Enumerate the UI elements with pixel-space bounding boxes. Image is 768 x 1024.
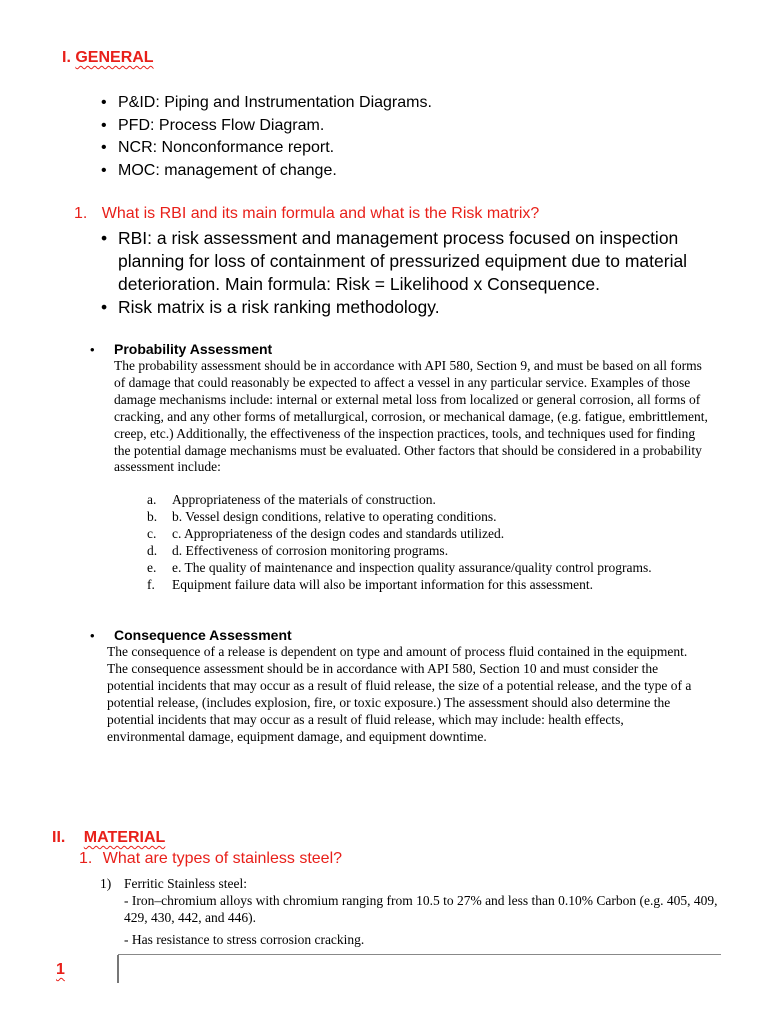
list-item: a. Appropriateness of the materials of construction. <box>147 492 436 507</box>
consequence-title: Consequence Assessment <box>114 627 292 643</box>
question-number: 1. <box>79 850 93 867</box>
question-stainless <box>79 850 342 868</box>
section-number: I. <box>62 49 71 66</box>
list-item: e. e. The quality of maintenance and inspection quality assurance/quality control programs. <box>147 559 652 575</box>
question-text: What is RBI and its main formula and what is the Risk matrix? <box>101 205 540 222</box>
question-text: What are types of stainless steel? <box>102 850 343 867</box>
question-rbi <box>74 205 714 223</box>
section-heading-general <box>62 49 154 67</box>
bullet-icon: • <box>90 342 95 357</box>
list-item: • PFD: Process Flow Diagram. <box>101 116 325 134</box>
stainless-type-marker: 1) <box>100 876 112 891</box>
question-number: 1. <box>74 205 88 222</box>
stainless-type-title: Ferritic Stainless steel: <box>124 876 247 891</box>
section-title: GENERAL <box>75 49 154 66</box>
list-item: b. b. Vessel design conditions, relative to operating conditions. <box>147 508 497 524</box>
stainless-type-line: - Iron–chromium alloys with chromium ranging from 10.5 to 27% and less than 0.10% Carbon (e.g. 405, 409, 429, 430, 442, and 446). <box>124 893 718 925</box>
probability-title: Probability Assessment <box>114 341 273 357</box>
section-number: II. <box>52 829 66 846</box>
page-number: 1 <box>56 961 65 978</box>
footer-divider <box>117 955 119 983</box>
list-item: d. d. Effectiveness of corrosion monitoring programs. <box>147 542 449 558</box>
abbreviation-list <box>101 92 678 182</box>
list-item: • Risk matrix is a risk ranking methodology. <box>101 297 440 317</box>
list-item: f. Equipment failure data will also be important information for this assessment. <box>147 576 594 592</box>
list-item: • RBI: a risk assessment and management process focused on inspection planning for loss of containment of pressurized equipment due to material deterioration. Main formula: Risk = Likelihood x Consequence. <box>101 228 688 294</box>
footer-rule <box>118 954 721 955</box>
rbi-answer-list <box>101 227 718 319</box>
consequence-body: The consequence of a release is dependent on type and amount of process fluid contained in the equipment. The consequence assessment should be in accordance with API 580, Section 10 and must consider the potential incidents that may occur as a result of fluid release, the size of a potential release, and the type of a potential release, (includes explosion, fire, or toxic exposure.) The assessment should also determine the potential incidents that may occur as a result of fluid release, which may include: health effects, environmental damage, equipment damage, and equipment downtime. <box>107 644 692 744</box>
list-item: • NCR: Nonconformance report. <box>101 139 335 156</box>
stainless-type-line: - Has resistance to stress corrosion cracking. <box>124 932 365 947</box>
probability-factor-list <box>147 492 692 593</box>
list-item: • P&ID: Piping and Instrumentation Diagrams. <box>101 94 432 111</box>
probability-body: The probability assessment should be in accordance with API 580, Section 9, and must be based on all forms of damage that could reasonably be expected to affect a vessel in any particular service. Examples of those damage mechanisms include: internal or external metal loss from localized or general corrosion, all forms of cracking, and any other forms of metallurgical, corrosion, or mechanical damage, (e.g. fatigue, embrittlement, creep, etc.) Additionally, the effectiveness of the inspection practices, tools, and techniques used for finding the potential damage mechanisms must be evaluated. Other factors that should be considered in a probability assessment include: <box>114 358 708 475</box>
section-title: MATERIAL <box>83 829 166 846</box>
section-heading-material <box>52 829 165 847</box>
bullet-icon: • <box>90 628 95 643</box>
list-item: c. c. Appropriateness of the design codes and standards utilized. <box>147 525 505 541</box>
list-item: • MOC: management of change. <box>101 161 337 179</box>
